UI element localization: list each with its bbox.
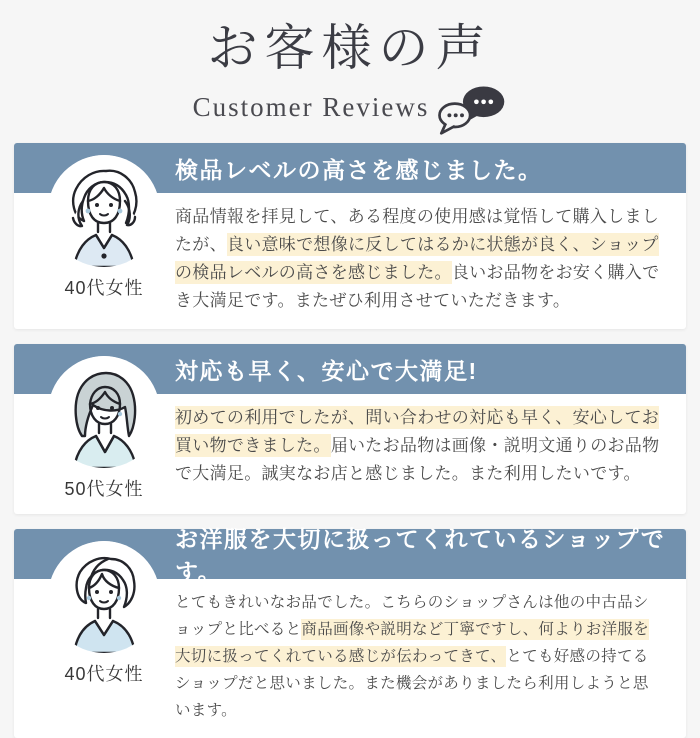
review-text xyxy=(175,589,664,724)
plain-text: とてもきれいなお品でした。こちらのショップさんは他の中古品ショップと比べると xyxy=(175,594,649,638)
avatar-woman-50s-gray-bob xyxy=(48,356,160,468)
plain-text: とても好感の持てるショップだと思いました。また機会がありましたら利用しようと思います。 xyxy=(175,648,649,719)
review-card-3 xyxy=(14,526,686,738)
page-title: お客様の声 xyxy=(207,20,493,76)
speech-bubbles-icon xyxy=(435,82,507,136)
plain-text: 商品情報を拝見して、ある程度の使用感は覚悟して購入しましたが、 xyxy=(175,207,660,254)
reviewer-block xyxy=(47,356,161,501)
review-body xyxy=(14,193,686,329)
review-body xyxy=(14,394,686,514)
reviewer-block xyxy=(47,541,161,686)
review-text xyxy=(175,404,664,488)
reviewer-label: 40代女性 xyxy=(64,278,144,298)
plain-text: 届いたお品物は画像・説明文通りのお品物で大満足。誠実なお店と感じました。また利用したいです。 xyxy=(175,436,660,483)
highlighted-text: 商品画像や説明など丁寧ですし、何よりお洋服を大切に扱ってくれている感じが伝わってきて、 xyxy=(175,621,650,665)
highlighted-text: 良い意味で想像に反してはるかに状態が良く、ショップの検品レベルの高さを感じました。 xyxy=(175,235,659,282)
plain-text: 良いお品物をお安く購入でき大満足です。またぜひ利用させていただきます。 xyxy=(175,263,660,310)
avatar-woman-40s-short-hair xyxy=(48,541,160,653)
review-title: お洋服を大切に扱ってくれているショップです。 xyxy=(175,526,666,585)
reviewer-block xyxy=(47,155,161,300)
review-text xyxy=(175,203,664,315)
page-subtitle: Customer Reviews xyxy=(192,91,430,122)
review-card-2 xyxy=(14,344,686,514)
review-body xyxy=(14,579,686,738)
page-header xyxy=(0,0,700,143)
avatar-woman-40s-wavy-hair xyxy=(48,155,160,267)
subtitle-row xyxy=(0,80,700,134)
chat-bubble-outline xyxy=(440,104,471,134)
highlighted-text: 初めての利用でしたが、問い合わせの対応も早く、安心してお買い物できました。 xyxy=(175,408,660,455)
reviewer-label: 40代女性 xyxy=(64,664,144,684)
reviewer-label: 50代女性 xyxy=(64,479,144,499)
review-title: 対応も早く、安心で大満足! xyxy=(175,357,478,384)
review-card-1 xyxy=(14,143,686,329)
review-title: 検品レベルの高さを感じました。 xyxy=(175,156,543,183)
